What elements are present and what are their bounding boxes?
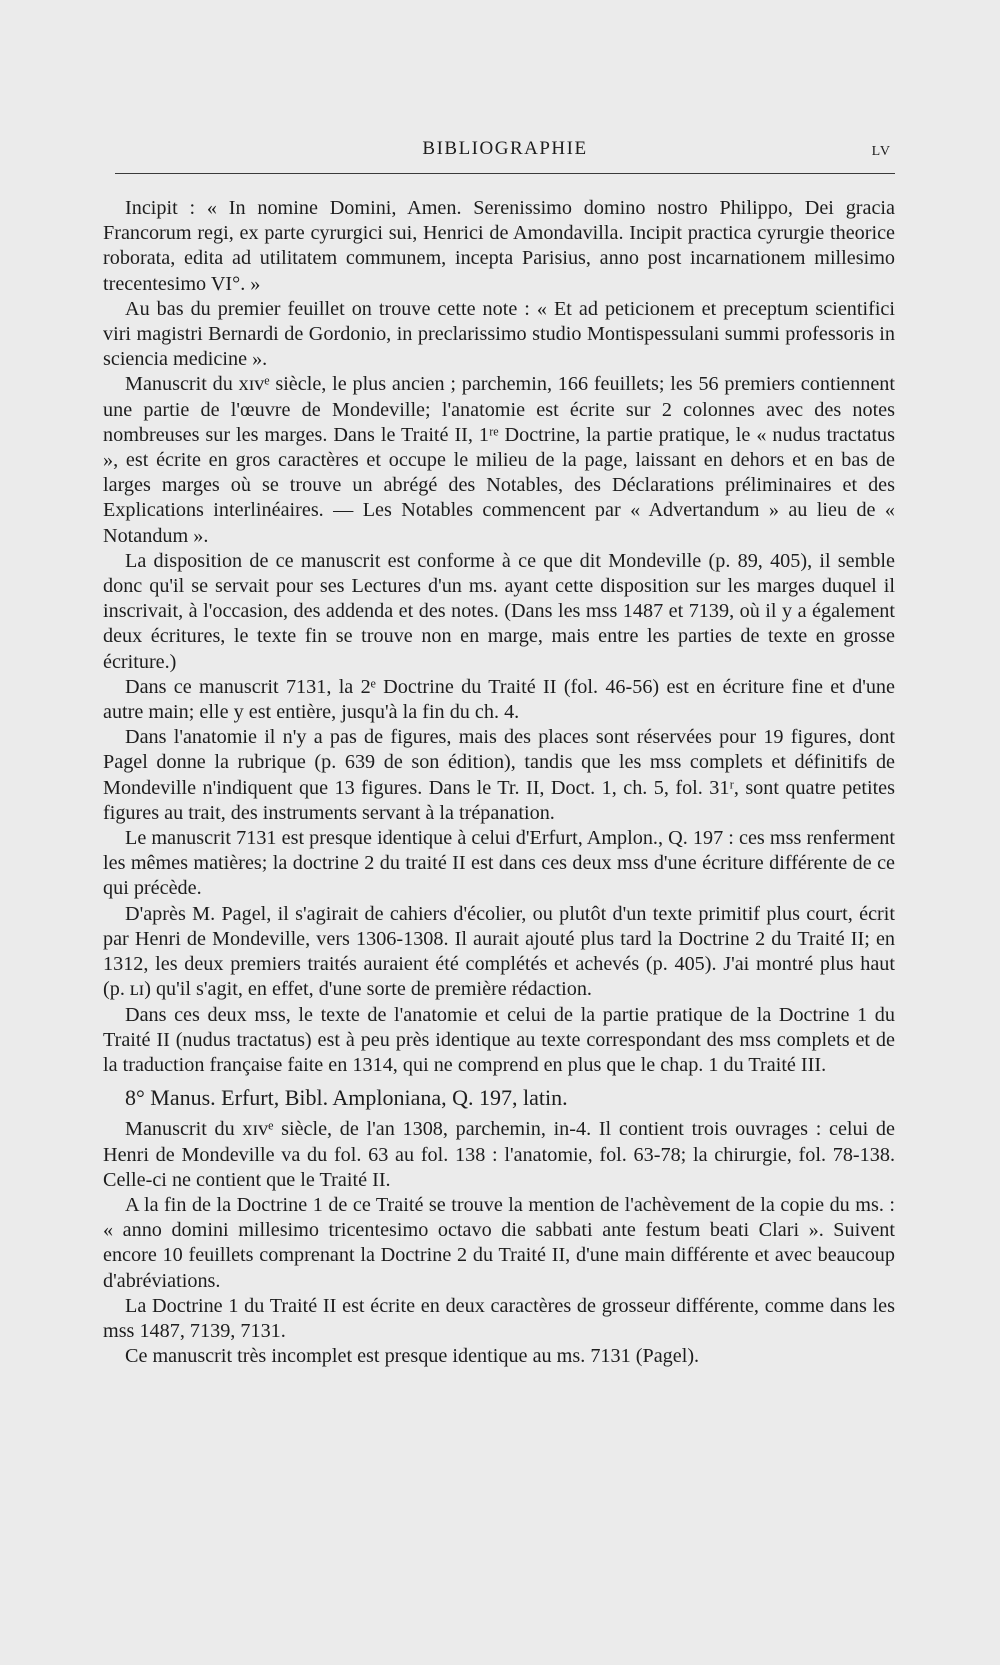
paragraph-erfurt-description: Manuscrit du xɪvᵉ siècle, de l'an 1308, parchemin, in-4. Il contient trois ouvrages : celui de Henri de Mondeville va du fol. 63 au fol. 138 : l'anatomie, fol. 63-78; la chirurgie, fol. 78-138. Celle-ci ne contient que le Traité II. — [103, 1118, 895, 1191]
paragraph-erfurt-comparison: Le manuscrit 7131 est presque identique à celui d'Erfurt, Amplon., Q. 197 : ces mss renferment les mêmes matières; la doctrine 2 du traité II est dans ces deux mss d'une écriture différente de ce qui précède. — [103, 827, 895, 900]
paragraph-pagel-opinion: D'après M. Pagel, il s'agirait de cahiers d'écolier, ou plutôt d'un texte primitif plus court, écrit par Henri de Mondeville, vers 1306-1308. Il aurait ajouté plus tard la Doctrine 2 du Traité II; en 1312, les deux premiers traités auraient été complétés et achevés (p. 405). J'ai montré plus haut (p. ʟɪ) qu'il s'agit, en effet, d'une sorte de première rédaction. — [103, 902, 895, 1001]
paragraph-manuscript-description: Manuscrit du xɪvᵉ siècle, le plus ancien ; parchemin, 166 feuillets; les 56 premiers contiennent une partie de l'œuvre de Mondeville; l'anatomie est écrite sur 2 colonnes avec des notes nombreuses sur les marges. Dans le Traité II, 1ʳᵉ Doctrine, la partie pratique, le « nudus tractatus », est écrite en gros caractères et occupe le milieu de la page, laissant en dehors et en bas de larges marges où se trouve un abrégé des Notables, des Déclarations préliminaires et des Explications interlinéaires. — Les Notables commencent par « Advertandum » au lieu de « Notandum ». — [103, 373, 895, 547]
paragraph-incipit: Incipit : « In nomine Domini, Amen. Serenissimo domino nostro Philippo, Dei gracia Francorum regi, ex parte cyrurgici sui, Henrici de Amondavilla. Incipit practica cyrurgie theorice roborata, edita ad utilitatem communem, incepta Parisius, anno post incarnationem millesimo trecentesimo VI°. » — [103, 197, 895, 295]
section-heading: 8° Manus. Erfurt, Bibl. Amploniana, Q. 197, latin. — [125, 1085, 568, 1111]
paragraph-note: Au bas du premier feuillet on trouve cette note : « Et ad peticionem et preceptum scientifici viri magistri Bernardi de Gordonio, in preclarissimo studio Montispessulani summi professoris in sciencia medicine ». — [103, 297, 895, 371]
paragraph-second-doctrine: Dans ce manuscrit 7131, la 2ᵉ Doctrine du Traité II (fol. 46-56) est en écriture fine et d'une autre main; elle y est entière, jusqu'à la fin du ch. 4. — [103, 675, 895, 724]
paragraph-incomplete: Ce manuscrit très incomplet est presque identique au ms. 7131 (Pagel). — [125, 1345, 700, 1368]
running-title: BIBLIOGRAPHIE — [422, 138, 588, 159]
paragraph-identical-text: Dans ces deux mss, le texte de l'anatomie et celui de la partie pratique de la Doctrine 1 du Traité II (nudus tractatus) est à peu près identique au texte correspondant des mss complets et de la traduction française faite en 1314, qui ne comprend en plus que le chap. 1 du Traité III. — [103, 1003, 895, 1076]
paragraph-anatomy-figures: Dans l'anatomie il n'y a pas de figures, mais des places sont réservées pour 19 figures, dont Pagel donne la rubrique (p. 639 de son édition), tandis que les mss complets et définitifs de Mondeville n'indiquent que 13 figures. Dans le Tr. II, Doct. 1, ch. 5, fol. 31ʳ, sont quatre petites figures au trait, des instruments servant à la trépanation. — [103, 726, 895, 824]
paragraph-disposition: La disposition de ce manuscrit est conforme à ce que dit Mondeville (p. 89, 405), il semble donc qu'il se servait pour ses Lectures d'un ms. ayant cette disposition sur les marges duquel il inscrivait, à l'occasion, des addenda et des notes. (Dans les mss 1487 et 7139, où il y a également deux écritures, le texte fin se trouve non en marge, mais entre les parties de texte en grosse écriture.) — [103, 549, 895, 673]
page-header — [115, 138, 895, 168]
paragraph-two-characters: La Doctrine 1 du Traité II est écrite en deux caractères de grosseur différente, comme dans les mss 1487, 7139, 7131. — [103, 1294, 895, 1342]
page-number: LV — [871, 144, 891, 159]
paragraph-copy-mention: A la fin de la Doctrine 1 de ce Traité se trouve la mention de l'achèvement de la copie du ms. : « anno domini millesimo tricentesimo octavo die sabbati ante festum beati Clari ». Suivent encore 10 feuillets comprenant la Doctrine 2 du Traité II, d'une main différente et avec beaucoup d'abréviations. — [103, 1193, 895, 1292]
header-rule — [115, 173, 895, 174]
body-text — [103, 196, 895, 1369]
